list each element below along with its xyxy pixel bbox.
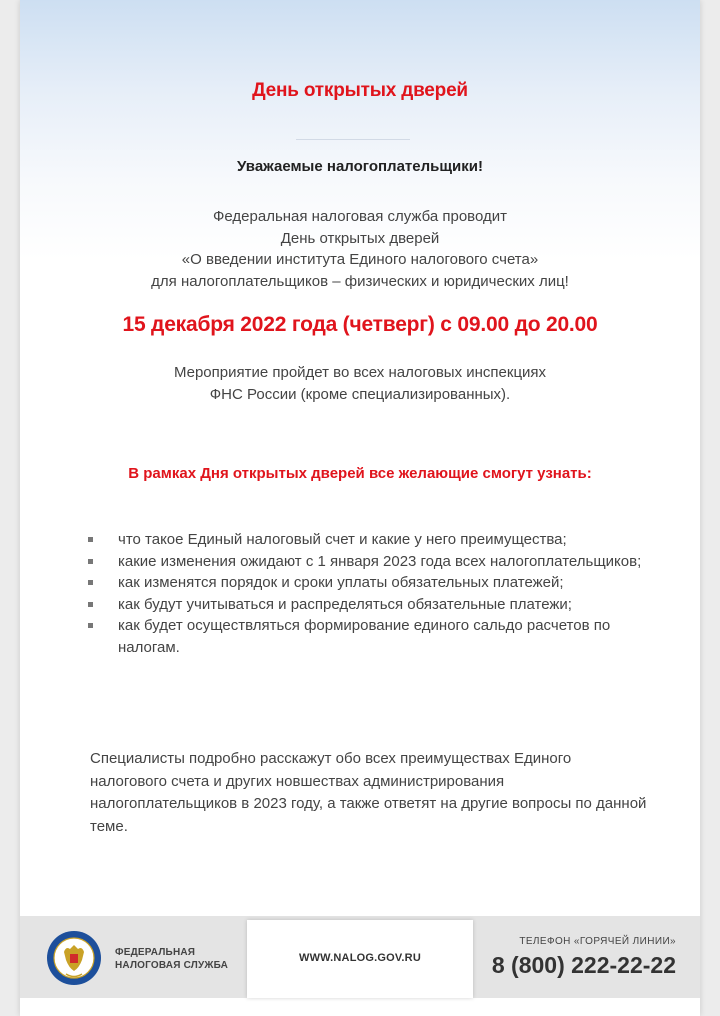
org-name-line: НАЛОГОВАЯ СЛУЖБА <box>115 960 229 971</box>
list-item <box>88 572 648 594</box>
event-line: Мероприятие пройдет во всех налоговых инспекциях <box>173 364 547 381</box>
footer-logo-block <box>20 916 247 998</box>
bullet-icon <box>88 559 93 564</box>
page-title: День открытых дверей <box>252 80 468 101</box>
bullet-icon <box>88 537 93 542</box>
intro-line: «О введении института Единого налогового счета» <box>181 251 539 268</box>
list-item <box>88 615 648 658</box>
event-location <box>20 362 700 405</box>
list-item <box>88 529 648 551</box>
list-item-text: как будет осуществляться формирование единого сальдо расчетов по налогам. <box>118 617 611 656</box>
event-date: 15 декабря 2022 года (четверг) с 09.00 до 20.00 <box>122 313 598 336</box>
list-item-text: как будут учитываться и распределяться обязательные платежи; <box>118 595 572 613</box>
list-item <box>88 551 648 573</box>
intro-line: День открытых дверей <box>280 229 440 247</box>
website-link[interactable]: WWW.NALOG.GOV.RU <box>299 952 421 964</box>
org-name <box>115 946 228 972</box>
bullet-icon <box>88 602 93 607</box>
hotline-number[interactable]: 8 (800) 222-22-22 <box>491 952 676 978</box>
announcement-page <box>20 0 700 1016</box>
event-line: ФНС России (кроме специализированных). <box>209 385 511 403</box>
hotline-label: ТЕЛЕФОН «ГОРЯЧЕЙ ЛИНИИ» <box>519 936 676 947</box>
greeting: Уважаемые налогоплательщики! <box>237 158 483 175</box>
website-block <box>247 920 473 998</box>
footer <box>20 916 700 998</box>
list-item-text: как изменятся порядок и сроки уплаты обязательных платежей; <box>118 574 564 591</box>
list-item <box>88 594 648 616</box>
closing-paragraph: Специалисты подробно расскажут обо всех преимуществах Единого налогового счета и других новшествах администрирования налогоплательщиков в 2023 году, а также ответят на другие вопросы по данной теме. <box>90 750 647 835</box>
list-item-text: что такое Единый налоговый счет и какие у него преимущества; <box>118 531 567 548</box>
topics-list <box>88 529 648 658</box>
hotline-block <box>473 916 700 998</box>
intro-line: для налогоплательщиков – физических и юридических лиц! <box>151 272 569 290</box>
bullet-icon <box>88 580 93 585</box>
intro-text <box>20 206 700 292</box>
bullet-icon <box>88 623 93 628</box>
title-divider <box>296 139 410 140</box>
org-name-line: ФЕДЕРАЛЬНАЯ <box>115 947 196 958</box>
intro-line: Федеральная налоговая служба проводит <box>213 208 507 225</box>
list-item-text: какие изменения ожидают с 1 января 2023 года всех налогоплательщиков; <box>118 552 642 570</box>
topics-heading: В рамках Дня открытых дверей все желающие смогут узнать: <box>128 465 592 482</box>
fns-emblem-icon <box>46 930 102 986</box>
